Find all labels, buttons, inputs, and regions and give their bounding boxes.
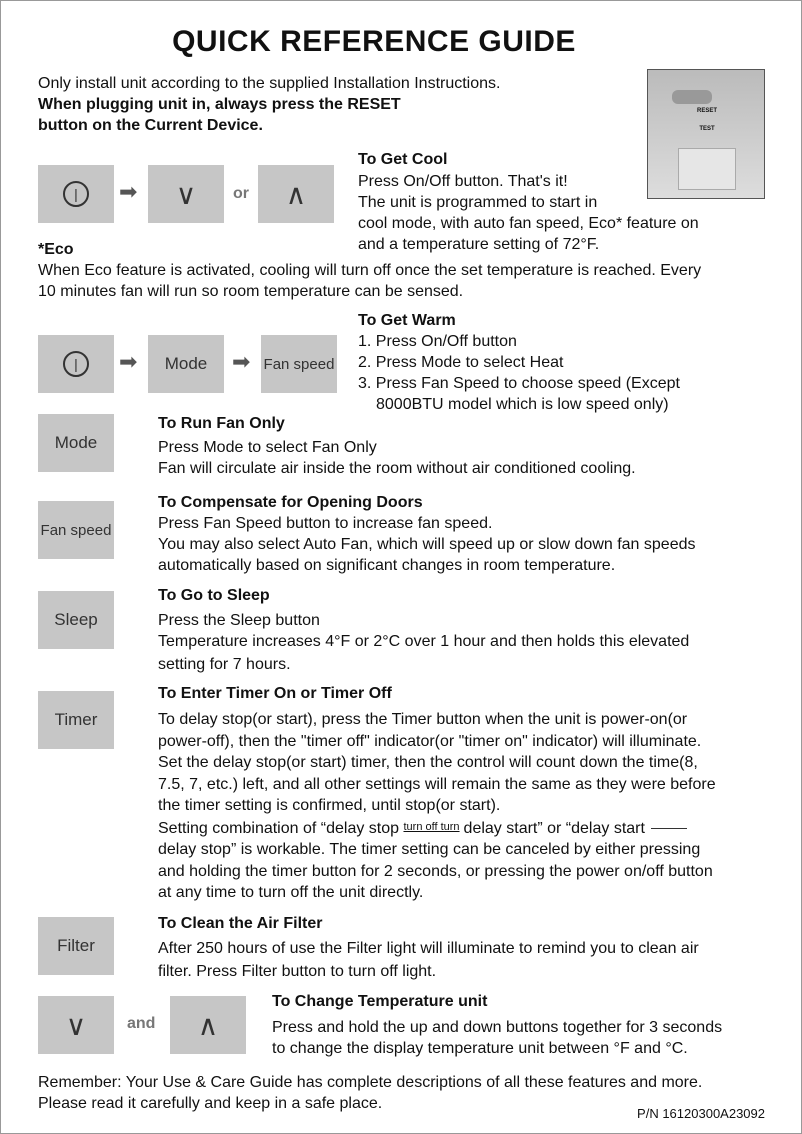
eco-heading: *Eco [38,241,74,258]
temp-unit-text: to change the display temperature unit between °F and °C. [272,1040,688,1057]
fan-only-section [158,413,636,479]
and-label: and [127,1015,156,1032]
cool-text: and a temperature setting of 72°F. [358,236,600,253]
mode-button[interactable]: Mode [38,414,114,472]
or-label: or [233,185,249,202]
doors-text: Press Fan Speed button to increase fan speed. [158,515,493,532]
timer-button[interactable]: Timer [38,691,114,749]
test-label: TEST [699,126,715,132]
arrow-icon: ➡ [232,349,251,374]
timer-text: Setting combination of “delay stop [158,819,404,837]
power-button[interactable] [38,165,114,223]
fan-only-text: Press Mode to select Fan Only [158,439,377,456]
eco-text: 10 minutes fan will run so room temperature can be sensed. [38,283,464,300]
finger-shape [672,90,712,104]
sleep-section [158,585,689,675]
part-number: P/N 16120300A23092 [637,1106,765,1121]
power-icon: | [63,181,89,207]
arrow-icon: ➡ [119,349,138,374]
fan-only-heading: To Run Fan Only [158,415,285,432]
reset-label: RESET [696,108,717,114]
cool-heading: To Get Cool [358,151,448,168]
footer-text: Remember: Your Use & Care Guide has complete descriptions of all these features and more. [38,1074,703,1091]
filter-section [158,913,699,982]
timer-text: the timer setting is confirmed, until stop(or start). [158,797,501,814]
timer-text: delay stop” is workable. The timer setting can be canceled by either pressing [158,841,701,858]
temp-unit-text: Press and hold the up and down buttons together for 3 seconds [272,1019,723,1036]
timer-text: at any time to turn off the unit directly. [158,884,424,901]
down-button[interactable]: ∨ [38,996,114,1054]
filter-button[interactable]: Filter [38,917,114,975]
sleep-text: Press the Sleep button [158,612,320,629]
intro-bold: When plugging unit in, always press the RESET [38,96,401,113]
footer [38,1072,702,1114]
timer-section [158,683,716,904]
temp-unit-heading: To Change Temperature unit [272,993,488,1010]
power-button[interactable] [38,335,114,393]
cool-text: Press On/Off button. That's it! [358,173,568,190]
timer-heading: To Enter Timer On or Timer Off [158,685,392,702]
arrow-line-icon [651,828,687,829]
filter-heading: To Clean the Air Filter [158,915,323,932]
cool-text: The unit is programmed to start in [358,194,598,211]
timer-text: delay start” or “delay start [463,819,650,837]
warm-heading: To Get Warm [358,312,456,329]
warm-section [358,310,680,415]
temp-unit-section [272,991,722,1059]
eco-section [38,239,701,302]
warm-text: 2. Press Mode to select Heat [358,354,564,371]
mode-button[interactable]: Mode [148,335,224,393]
sleep-text: setting for 7 hours. [158,656,291,673]
down-button[interactable]: ∨ [148,165,224,223]
sleep-button[interactable]: Sleep [38,591,114,649]
filter-text: After 250 hours of use the Filter light will illuminate to remind you to clean air [158,940,699,957]
doors-section [158,492,696,576]
doors-text: automatically based on significant changes in room temperature. [158,557,616,574]
timer-text: To delay stop(or start), press the Timer button when the unit is power-on(or [158,711,688,728]
fan-only-text: Fan will circulate air inside the room without air conditioned cooling. [158,460,636,477]
doors-text: You may also select Auto Fan, which will speed up or slow down fan speeds [158,536,696,553]
fan-speed-button[interactable]: Fan speed [38,501,114,559]
arrow-icon: ➡ [119,179,138,204]
up-button[interactable]: ∧ [170,996,246,1054]
sleep-heading: To Go to Sleep [158,587,270,604]
timer-text: 7.5, 7, etc.) left, and all other settings will remain the same as they were before [158,775,716,793]
doors-heading: To Compensate for Opening Doors [158,494,423,511]
turn-off-arrow-label: turn off turn [403,820,460,833]
footer-text: Please read it carefully and keep in a safe place. [38,1095,383,1112]
warm-text: 1. Press On/Off button [358,333,517,350]
cool-text: cool mode, with auto fan speed, Eco* feature on [358,215,699,232]
timer-text: power-off), then the "timer off" indicator(or "timer on" indicator) will illuminate. [158,732,702,750]
filter-text: filter. Press Filter button to turn off light. [158,963,437,980]
page-title: QUICK REFERENCE GUIDE [172,25,576,58]
intro-text: Only install unit according to the supplied Installation Instructions. [38,75,501,92]
timer-text: and holding the timer button for 2 seconds, or pressing the power on/off button [158,862,713,880]
timer-text: Set the delay stop(or start) timer, then the control will count down the time(8, [158,754,698,771]
eco-text: When Eco feature is activated, cooling will turn off once the set temperature is reached. Every [38,262,702,279]
up-button[interactable]: ∧ [258,165,334,223]
fan-speed-button[interactable]: Fan speed [261,335,337,393]
sleep-text: Temperature increases 4°F or 2°C over 1 hour and then holds this elevated [158,633,690,650]
warm-text: 3. Press Fan Speed to choose speed (Except [358,375,680,392]
intro-bold: button on the Current Device. [38,117,263,134]
power-icon: | [63,351,89,377]
warm-text: 8000BTU model which is low speed only) [376,396,669,413]
intro [38,73,500,136]
